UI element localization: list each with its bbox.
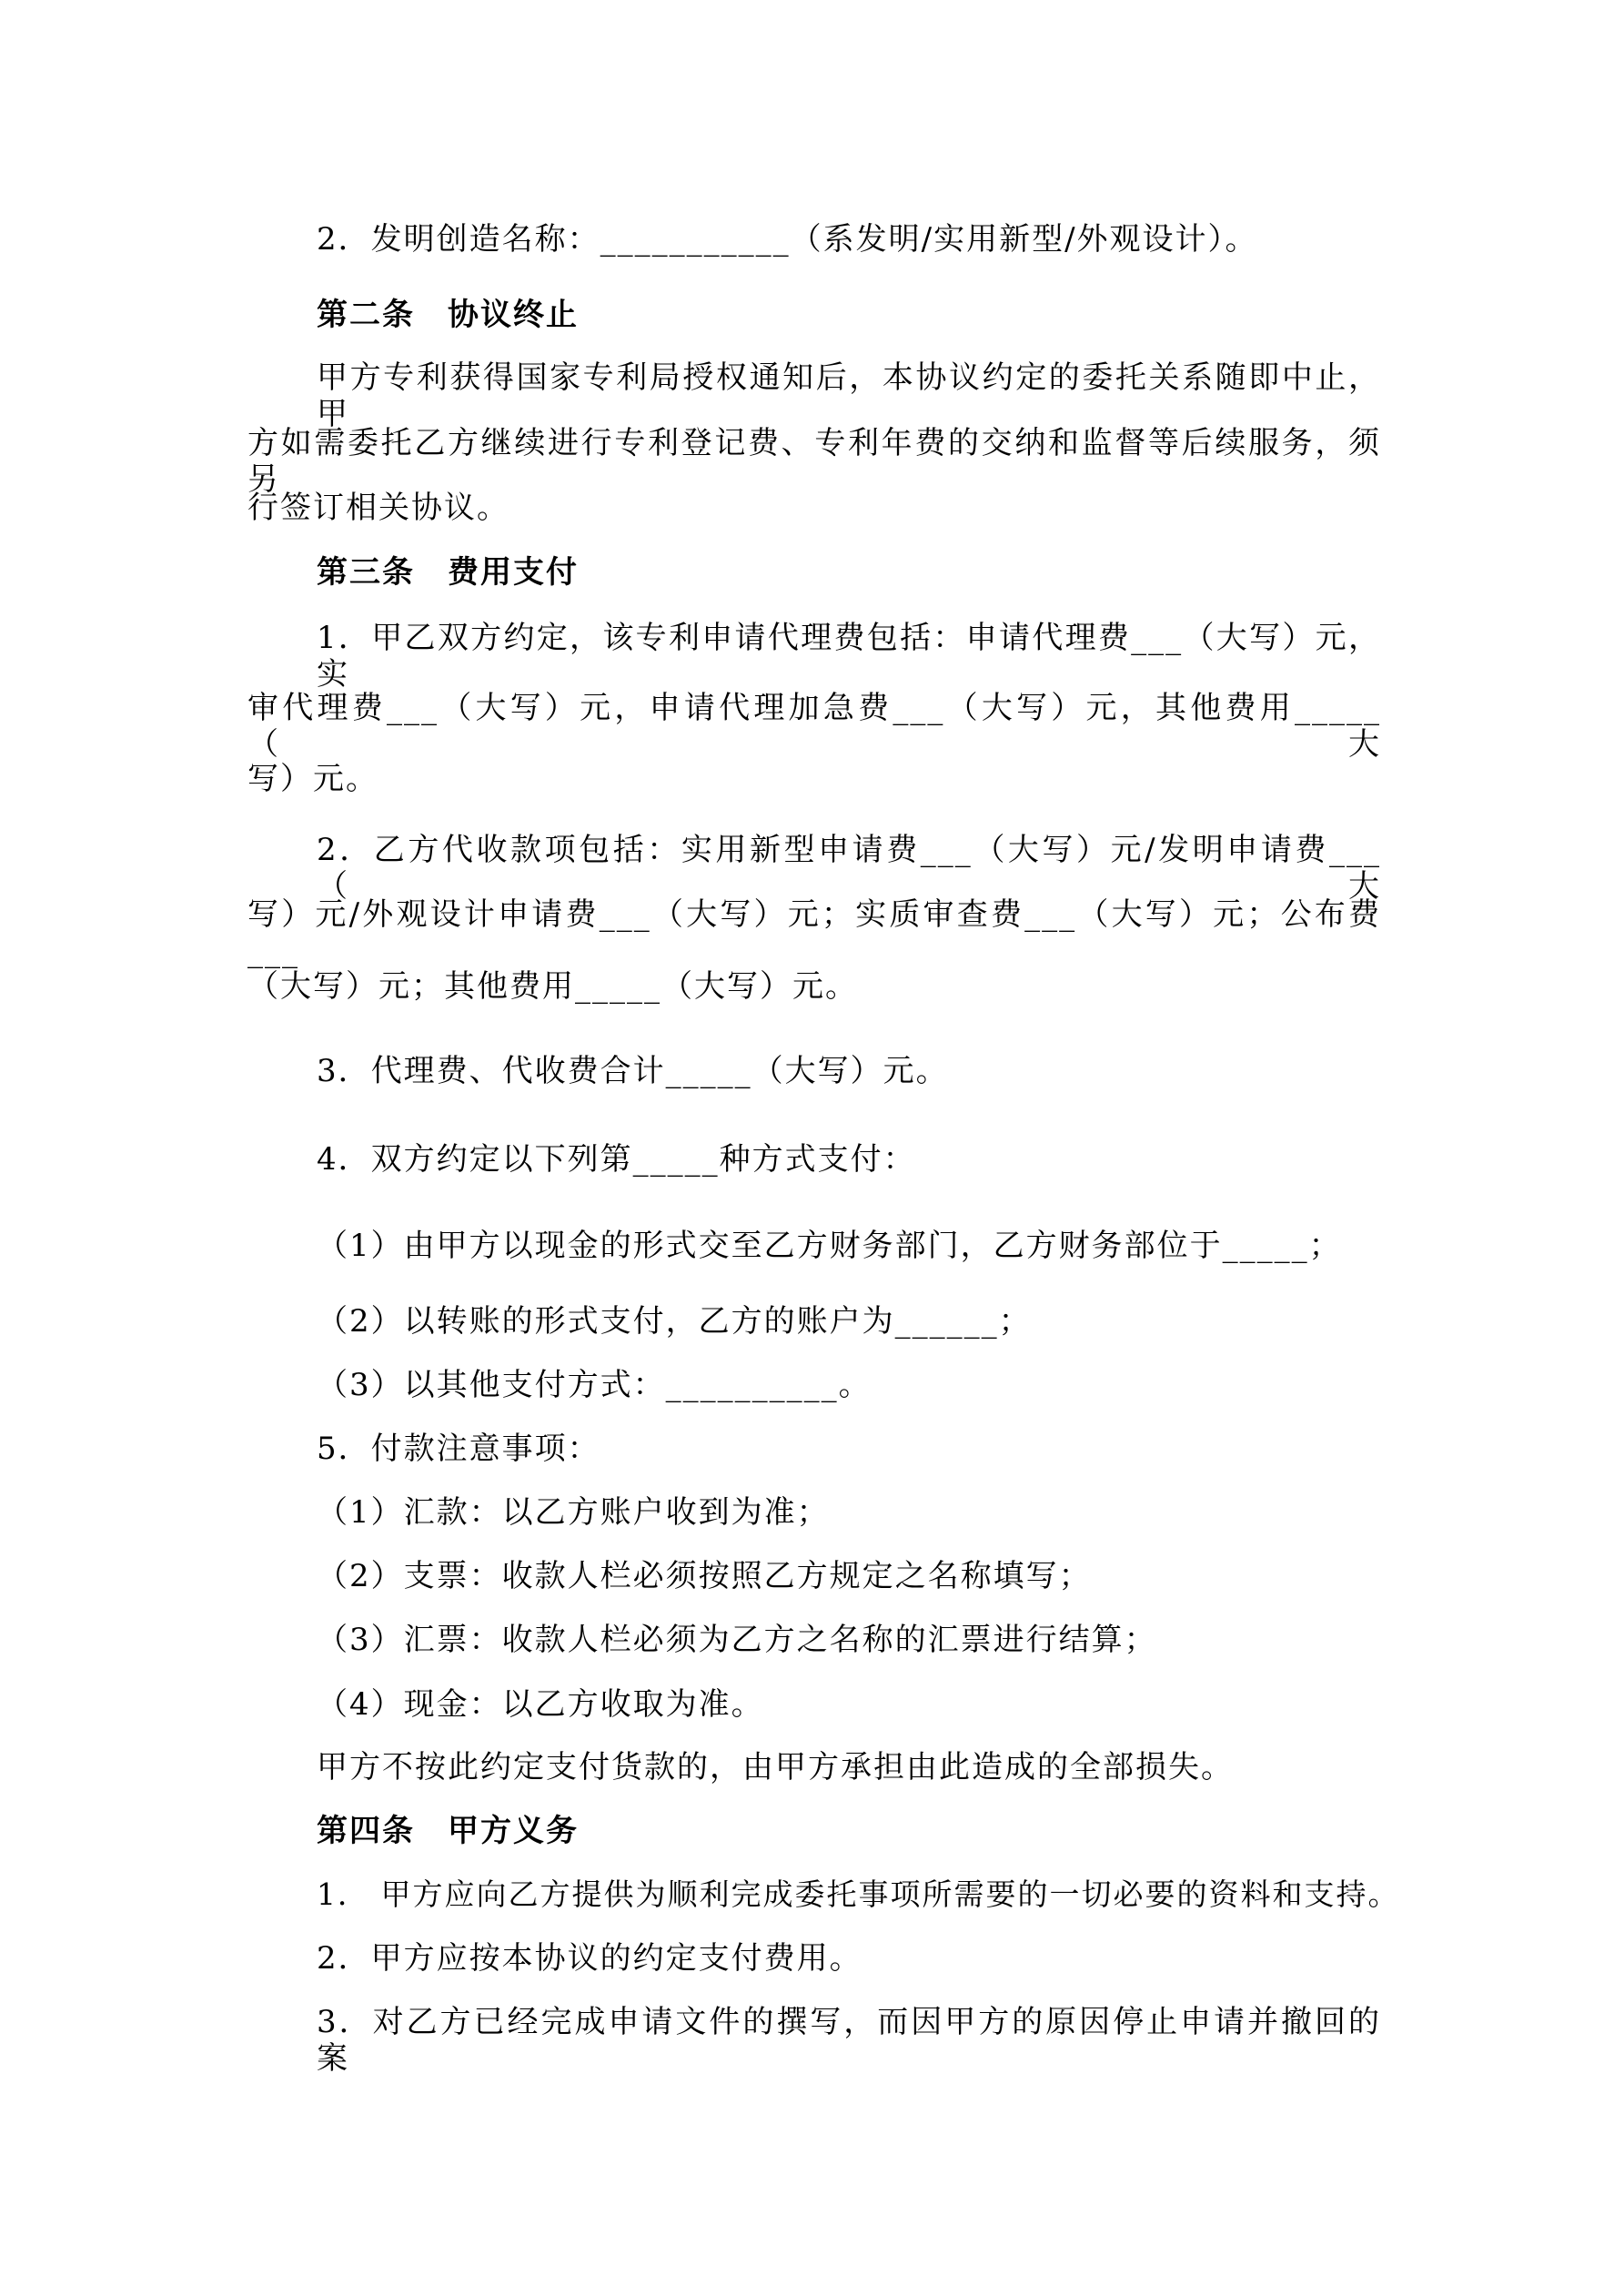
text-line: （1）由甲方以现金的形式交至乙方财务部门，乙方财务部位于_____； [317,1228,1342,1264]
text-line: 3．对乙方已经完成申请文件的撰写，而因甲方的原因停止申请并撤回的案 [317,2004,1381,2077]
text-line: 5．付款注意事项： [317,1431,600,1467]
text-line: 1． 甲方应向乙方提供为顺利完成委托事项所需要的一切必要的资料和支持。 [317,1876,1400,1912]
text-line: （1）汇款：以乙方账户收到为准； [317,1494,830,1531]
text-line: 2．乙方代收款项包括：实用新型申请费___（大写）元/发明申请费___（大 [317,832,1381,905]
text-line: 4．双方约定以下列第_____种方式支付： [317,1141,916,1178]
text-line: 1．甲乙双方约定，该专利申请代理费包括：申请代理费___（大写）元，实 [317,620,1381,693]
section-heading: 第二条 协议终止 [317,297,579,333]
text-line: 审代理费___（大写）元，申请代理加急费___（大写）元，其他费用_____（大 [247,690,1381,763]
text-line: 甲方专利获得国家专利局授权通知后，本协议约定的委托关系随即中止，甲 [317,359,1381,432]
text-line: （2）以转账的形式支付，乙方的账户为______； [317,1303,1032,1340]
text-line: （4）现金：以乙方收取为准。 [317,1686,764,1723]
text-line: （大写）元；其他费用_____（大写）元。 [247,968,858,1005]
text-line: （2）支票：收款人栏必须按照乙方规定之名称填写； [317,1558,1092,1594]
text-line: 甲方不按此约定支付货款的，由甲方承担由此造成的全部损失。 [317,1749,1234,1785]
text-line: 3．代理费、代收费合计_____（大写）元。 [317,1053,949,1089]
section-heading: 第三条 费用支付 [317,554,579,591]
text-line: 方如需委托乙方继续进行专利登记费、专利年费的交纳和监督等后续服务，须另 [247,425,1381,498]
text-line: 2．甲方应按本协议的约定支付费用。 [317,1940,862,1977]
text-line: 2．发明创造名称：___________（系发明/实用新型/外观设计）。 [317,221,1258,258]
text-line: （3）以其他支付方式：__________。 [317,1367,872,1403]
text-line: 行签订相关协议。 [247,490,509,526]
section-heading: 第四条 甲方义务 [317,1813,579,1849]
text-line: （3）汇票：收款人栏必须为乙方之名称的汇票进行结算； [317,1622,1157,1658]
text-line: 写）元/外观设计申请费___（大写）元；实质审查费___（大写）元；公布费___ [247,896,1381,969]
text-line: 写）元。 [247,761,378,797]
